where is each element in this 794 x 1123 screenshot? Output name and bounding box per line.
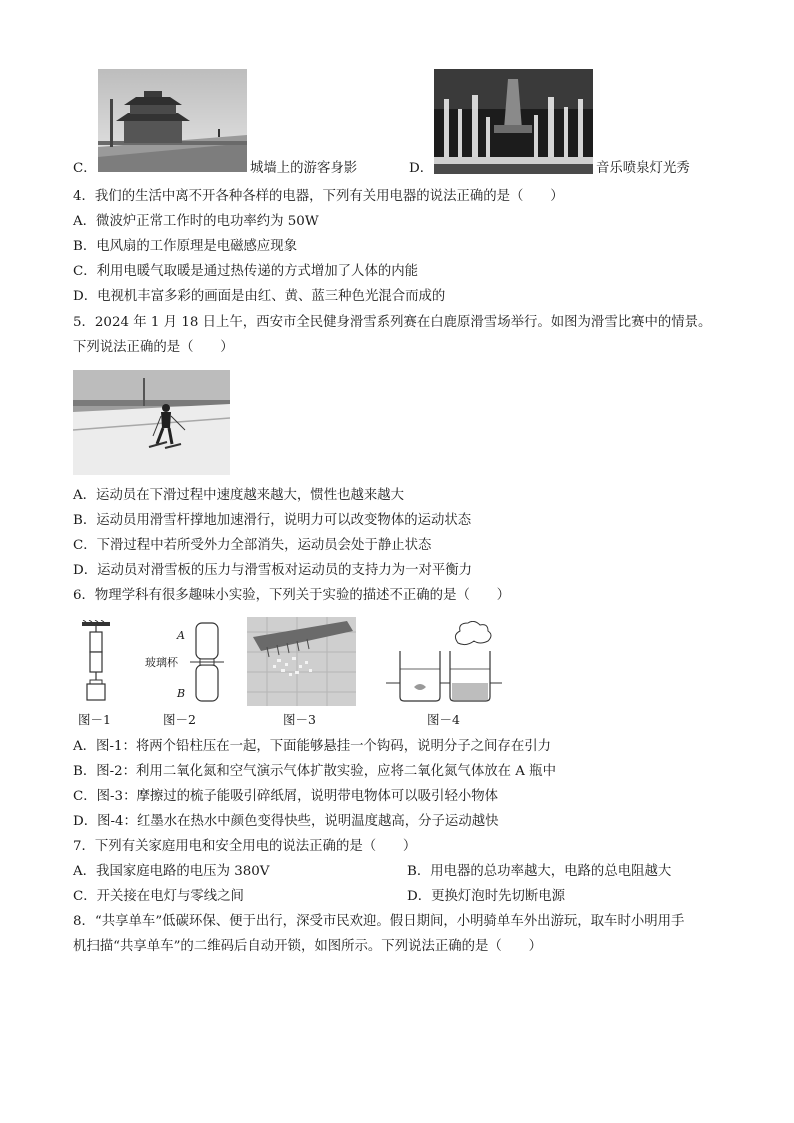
q3-option-c-label: C．: [73, 161, 97, 176]
q5-stem-line1: 5．2024 年 1 月 18 日上午，西安市全民健身滑雪系列赛在白鹿原滑雪场举行。如图为滑雪比赛中的情景。: [73, 315, 712, 330]
q6-option-c: C．图-3：摩擦过的梳子能吸引碎纸屑，说明带电物体可以吸引轻小物体: [73, 789, 499, 804]
figure-3-caption: 图－3: [283, 712, 316, 727]
figure-1-caption: 图－1: [78, 712, 111, 727]
ski-race-photo: [73, 370, 230, 475]
q4-option-b: B．电风扇的工作原理是电磁感应现象: [73, 239, 298, 254]
q4-option-a: A．微波炉正常工作时的电功率约为 50W: [73, 214, 319, 229]
figure-2-label-glass: 玻璃杯: [145, 656, 178, 669]
q6-stem: 6．物理学科有很多趣味小实验，下列关于实验的描述不正确的是（ ）: [73, 588, 511, 603]
figure-3-comb-paper-photo: [247, 617, 356, 706]
q7-option-b: B．用电器的总功率越大，电路的总电阻越大: [407, 864, 672, 879]
q3-option-d-caption: 音乐喷泉灯光秀: [596, 161, 690, 176]
figure-2-caption: 图－2: [163, 712, 196, 727]
figure-4-caption: 图－4: [427, 712, 460, 727]
figure-2-label-b: B: [177, 687, 186, 700]
q5-option-b: B．运动员用滑雪杆撑地加速滑行，说明力可以改变物体的运动状态: [73, 513, 472, 528]
q3-option-d-label: D．: [409, 161, 434, 176]
q5-stem-line2: 下列说法正确的是（ ）: [73, 340, 234, 355]
figure-1-lead-cylinders: [78, 620, 114, 708]
q7-stem: 7．下列有关家庭用电和安全用电的说法正确的是（ ）: [73, 839, 417, 854]
q5-option-a: A．运动员在下滑过程中速度越来越大，惯性也越来越大: [73, 488, 405, 503]
figure-2-label-a: A: [177, 629, 185, 642]
q7-option-d: D．更换灯泡时先切断电源: [407, 889, 566, 904]
music-fountain-photo: [434, 69, 593, 174]
q5-option-d: D．运动员对滑雪板的压力与滑雪板对运动员的支持力为一对平衡力: [73, 563, 473, 578]
q5-option-c: C．下滑过程中若所受外力全部消失，运动员会处于静止状态: [73, 538, 432, 553]
q8-stem-line1: 8．“共享单车”低碳环保、便于出行，深受市民欢迎。假日期间，小明骑单车外出游玩，取车时小明用手: [73, 914, 685, 929]
q4-option-c: C．利用电暖气取暖是通过热传递的方式增加了人体的内能: [73, 264, 419, 279]
q6-option-b: B．图-2：利用二氧化氮和空气演示气体扩散实验，应将二氧化氮气体放在 A 瓶中: [73, 764, 556, 779]
q4-option-d: D．电视机丰富多彩的画面是由红、黄、蓝三种色光混合而成的: [73, 289, 446, 304]
q6-option-a: A．图-1：将两个铅柱压在一起，下面能够悬挂一个钩码，说明分子之间存在引力: [73, 739, 551, 754]
q4-stem: 4．我们的生活中离不开各种各样的电器，下列有关用电器的说法正确的是（ ）: [73, 189, 564, 204]
figure-4-beakers: [386, 621, 502, 707]
city-wall-photo: [98, 69, 247, 172]
q8-stem-line2: 机扫描“共享单车”的二维码后自动开锁，如图所示。下列说法正确的是（ ）: [73, 939, 542, 954]
q6-option-d: D．图-4：红墨水在热水中颜色变得快些，说明温度越高，分子运动越快: [73, 814, 499, 829]
q7-option-c: C．开关接在电灯与零线之间: [73, 889, 244, 904]
q7-option-a: A．我国家庭电路的电压为 380V: [73, 864, 270, 879]
q3-option-c-caption: 城墙上的游客身影: [250, 161, 358, 176]
